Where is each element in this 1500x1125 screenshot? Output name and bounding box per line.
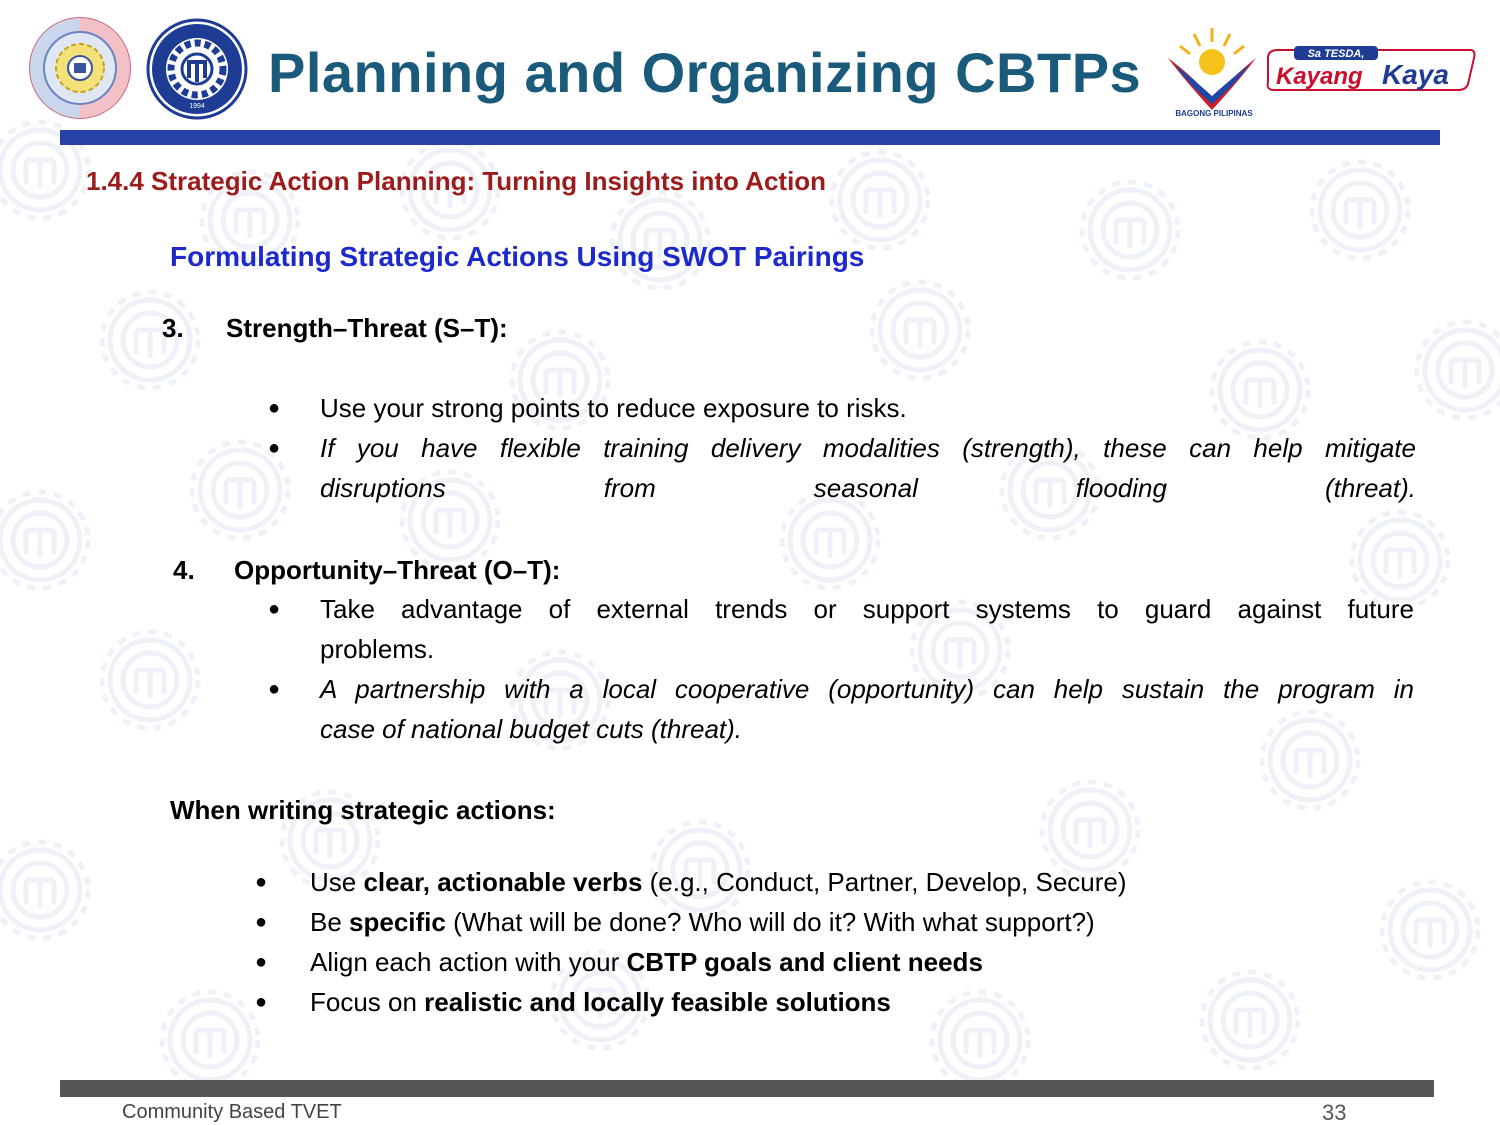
bullet-icon: ● xyxy=(268,397,281,419)
bullet-icon: ● xyxy=(268,598,281,620)
sa-tesda-kayang-kaya-logo xyxy=(1264,44,1478,92)
bullet-icon: ● xyxy=(268,437,281,459)
tesda-seal-year: 1994 xyxy=(189,103,205,110)
bullet-text: Focus on realistic and locally feasible solutions xyxy=(310,987,891,1017)
footer-label: Community Based TVET xyxy=(122,1101,342,1123)
pairing-4-heading xyxy=(173,555,613,587)
writing-heading: When writing strategic actions: xyxy=(170,795,556,825)
list-item xyxy=(268,428,1416,508)
bullet-text: Use clear, actionable verbs (e.g., Conduct, Partner, Develop, Secure) xyxy=(310,867,1127,897)
list-item xyxy=(268,589,1414,669)
subtitle: Formulating Strategic Actions Using SWOT Pairings xyxy=(170,241,865,272)
bullet-text-continued: case of national budget cuts (threat). xyxy=(320,714,743,744)
bullet-text: Align each action with your CBTP goals and client needs xyxy=(310,947,983,977)
bullet-emphasis: clear, actionable verbs xyxy=(363,867,643,897)
pairing-3-title: Strength–Threat (S–T): xyxy=(226,313,508,343)
bullet-text: If you have flexible training delivery modalities (strength), these can help mitigate xyxy=(320,433,1416,463)
bullet-icon: ● xyxy=(268,678,281,700)
cbtvet-circle-logo xyxy=(28,16,132,120)
header-divider xyxy=(60,130,1440,145)
bullet-icon: ● xyxy=(255,871,268,893)
bullet-text: Use your strong points to reduce exposure to risks. xyxy=(320,393,907,423)
tesda-seal-logo xyxy=(146,18,248,120)
list-item xyxy=(255,982,1355,1022)
kaya-word: Kaya xyxy=(1382,59,1449,90)
list-item xyxy=(255,942,1355,982)
pairing-3-heading xyxy=(162,313,562,345)
section-title: 1.4.4 Strategic Action Planning: Turning Insights into Action xyxy=(86,166,827,196)
pairing-3-bullets xyxy=(268,388,1416,508)
slide-title: Planning and Organizing CBTPs xyxy=(268,41,1142,104)
bullet-emphasis: CBTP goals and client needs xyxy=(626,947,983,977)
footer-divider xyxy=(60,1080,1434,1097)
pairing-4-number: 4. xyxy=(173,555,195,585)
pairing-4-title: Opportunity–Threat (O–T): xyxy=(234,555,561,585)
bagong-pilipinas-text: BAGONG PILIPINAS xyxy=(1175,109,1253,118)
kayang-kaya-top: Sa TESDA, xyxy=(1307,48,1365,60)
page-number: 33 xyxy=(1322,1100,1347,1125)
list-item xyxy=(268,388,1416,428)
list-item xyxy=(255,902,1355,942)
bullet-icon: ● xyxy=(255,991,268,1013)
kayang-word: Kayang xyxy=(1276,63,1363,90)
bullet-icon: ● xyxy=(255,951,268,973)
list-item xyxy=(268,669,1414,749)
bullet-emphasis: specific xyxy=(349,907,446,937)
bullet-emphasis: realistic and locally feasible solutions xyxy=(424,987,891,1017)
pairing-4-bullets xyxy=(268,589,1414,749)
bullet-text: Take advantage of external trends or support systems to guard against future xyxy=(320,594,1414,624)
bullet-text: Be specific (What will be done? Who will do it? With what support?) xyxy=(310,907,1095,937)
bullet-text-continued: problems. xyxy=(320,634,435,664)
bagong-pilipinas-logo xyxy=(1160,24,1268,118)
writing-bullets xyxy=(255,862,1355,1022)
bullet-icon: ● xyxy=(255,911,268,933)
bullet-text-continued: disruptions from seasonal flooding (threat). xyxy=(320,473,1416,503)
list-item xyxy=(255,862,1355,902)
bullet-text: A partnership with a local cooperative (opportunity) can help sustain the program in xyxy=(320,674,1414,704)
pairing-3-number: 3. xyxy=(162,313,184,343)
